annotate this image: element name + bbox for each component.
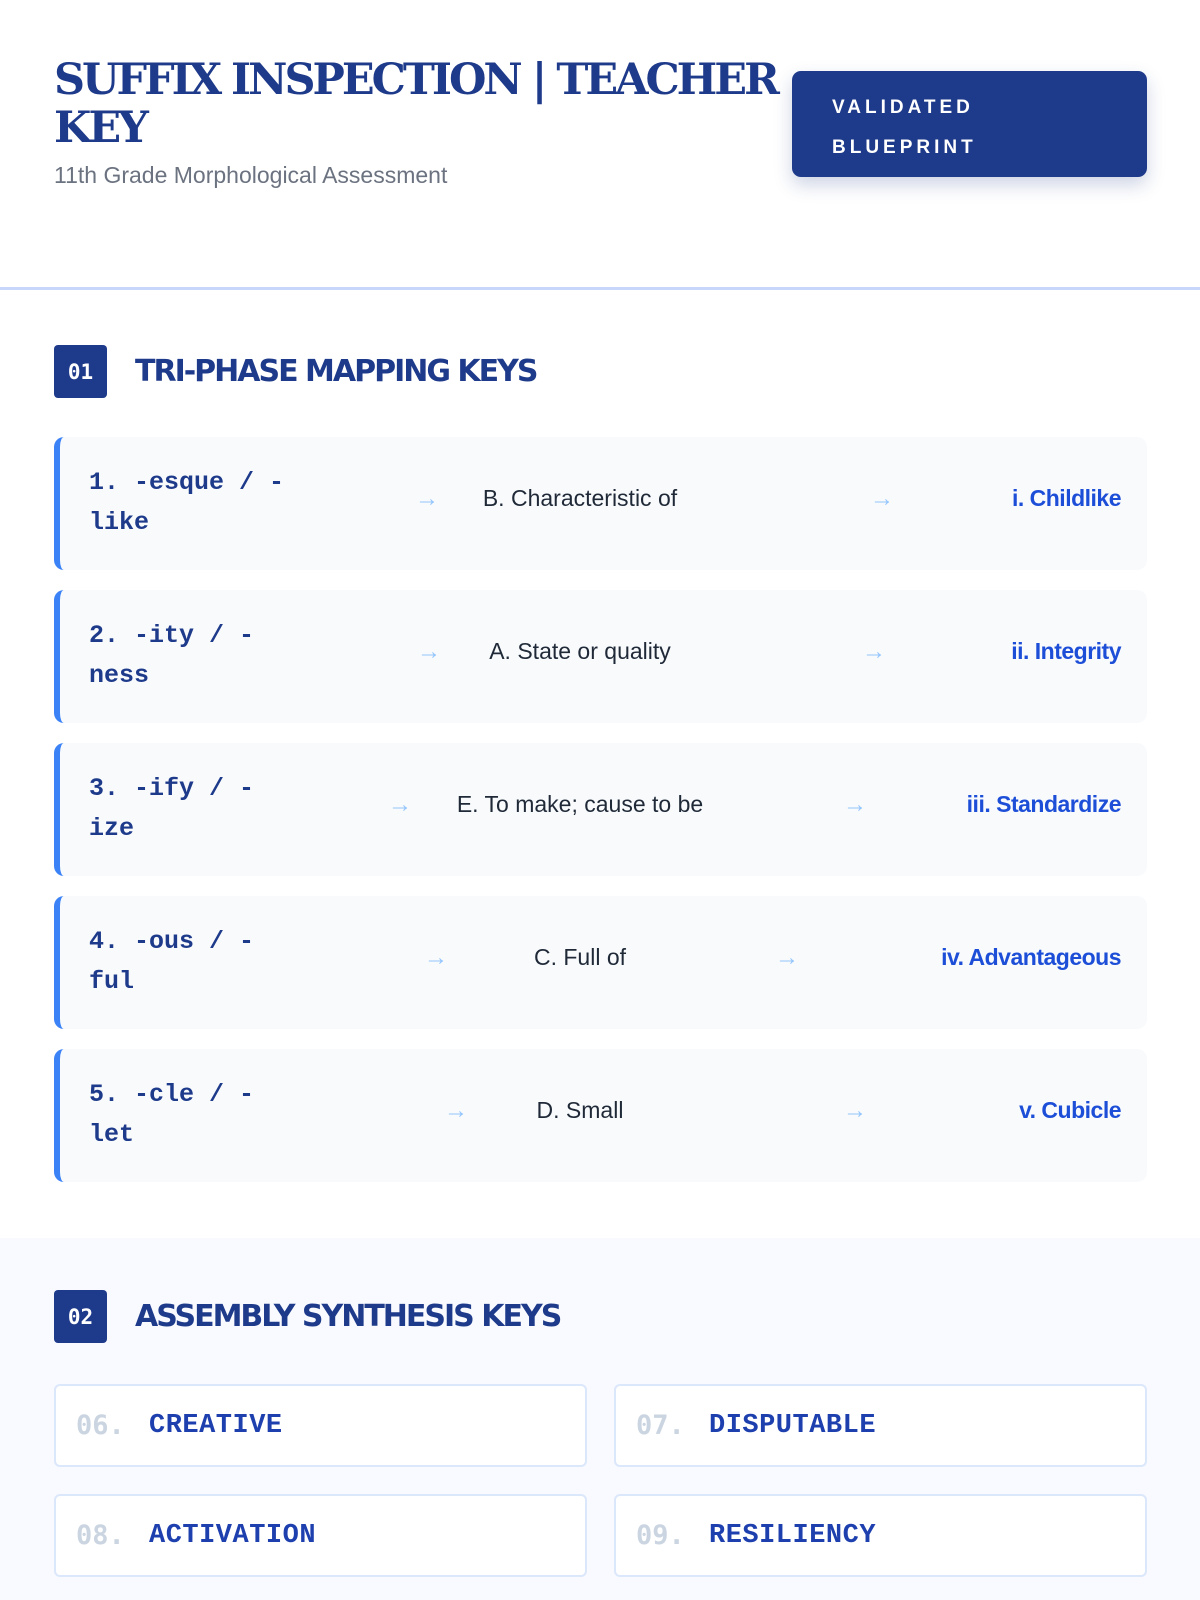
arrow-right-icon: → <box>775 944 799 971</box>
section-title: ASSEMBLY SYNTHESIS KEYS <box>135 1299 561 1334</box>
answer-word: i. Childlike <box>1011 485 1121 511</box>
section-number: 02 <box>54 1290 107 1343</box>
mapping-row <box>54 743 1147 876</box>
synthesis-card <box>54 1384 587 1467</box>
section-header <box>54 1290 560 1343</box>
suffix-code: 1. -esque / - like <box>89 468 285 537</box>
section-title: TRI-PHASE MAPPING KEYS <box>135 354 537 389</box>
mapping-row <box>54 1049 1147 1182</box>
section-header <box>54 345 537 398</box>
definition-text: E. To make; cause to be <box>456 791 704 817</box>
validated-blueprint-badge <box>792 71 1147 177</box>
card-number: 08. <box>76 1520 125 1551</box>
card-word: ACTIVATION <box>149 1520 317 1551</box>
definition-text: B. Characteristic of <box>482 485 678 511</box>
page-header <box>0 0 1200 290</box>
answer-word: iii. Standardize <box>966 791 1121 817</box>
arrow-right-icon: → <box>415 485 439 512</box>
section-number: 01 <box>54 345 107 398</box>
page-title: SUFFIX INSPECTION | TEACHER KEY <box>54 55 777 153</box>
definition-text: A. State or quality <box>489 638 671 664</box>
suffix-code: 3. -ify / - ize <box>89 774 255 843</box>
badge-line-2: BLUEPRINT <box>832 137 977 158</box>
synthesis-keys-section <box>0 1238 1200 1600</box>
synthesis-card <box>614 1384 1147 1467</box>
answer-word: ii. Integrity <box>1011 638 1121 664</box>
synthesis-card <box>54 1494 587 1577</box>
arrow-right-icon: → <box>388 791 412 818</box>
card-number: 07. <box>636 1410 685 1441</box>
arrow-right-icon: → <box>843 791 867 818</box>
mapping-row <box>54 437 1147 570</box>
badge-line-1: VALIDATED <box>832 97 974 118</box>
suffix-code: 4. -ous / - ful <box>89 927 255 996</box>
mapping-row <box>54 590 1147 723</box>
suffix-code: 5. -cle / - let <box>89 1080 255 1149</box>
card-word: RESILIENCY <box>709 1520 877 1551</box>
mapping-keys-section <box>0 293 1200 1238</box>
synthesis-card <box>614 1494 1147 1577</box>
card-word: CREATIVE <box>149 1410 283 1441</box>
page-subtitle: 11th Grade Morphological Assessment <box>54 162 448 188</box>
card-word: DISPUTABLE <box>709 1410 877 1441</box>
arrow-right-icon: → <box>424 944 448 971</box>
answer-word: v. Cubicle <box>1019 1097 1121 1123</box>
answer-word: iv. Advantageous <box>941 944 1121 970</box>
arrow-right-icon: → <box>843 1097 867 1124</box>
arrow-right-icon: → <box>444 1097 468 1124</box>
definition-text: D. Small <box>536 1097 624 1123</box>
card-number: 06. <box>76 1410 125 1441</box>
arrow-right-icon: → <box>870 485 894 512</box>
card-number: 09. <box>636 1520 685 1551</box>
definition-text: C. Full of <box>533 944 627 970</box>
arrow-right-icon: → <box>862 638 886 665</box>
mapping-row <box>54 896 1147 1029</box>
arrow-right-icon: → <box>417 638 441 665</box>
suffix-code: 2. -ity / - ness <box>89 621 255 690</box>
